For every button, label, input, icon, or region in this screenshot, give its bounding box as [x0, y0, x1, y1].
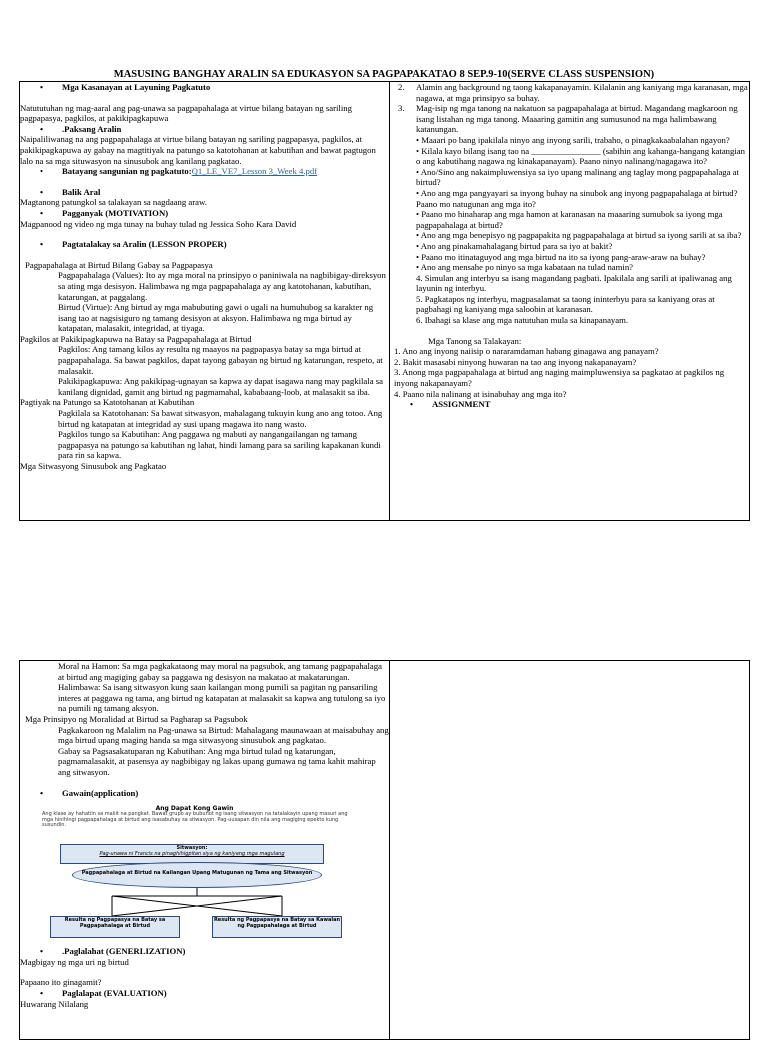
- lesson-line: Pakikipagkapuwa: Ang pakikipag-ugnayan sa kapwa ay dapat isagawa nang may pagkilala sa kanilang dignidad, gamit ang birtud ng pagmamahal, kababaang-loob, at malasakit sa iba.: [58, 376, 383, 397]
- pagganyak-text: Magpanood ng video ng mga tunay na buhay tulad ng Jessica Soho Kara David: [20, 218, 297, 229]
- kasanayan-text: Natututuhan ng mag-aaral ang pag-unawa sa pagpapahalaga at virtue bilang batayan ng sariling pagpapasya, pagkilos, at pakikipagkapuwa: [20, 102, 352, 124]
- figure-instructions: Ang klase ay hahatiin sa maliit na pangkat. Bawat grupo ay bubunot ng isang sitwasyon na tatalakayin upang masuri ang mga hinihingi pagpapahalaga at birtud ang isasabuhay sa sitwasyon. Pag-uusapan din nila ang magiging epekto kung susundin.: [42, 811, 348, 829]
- lesson-table-page-2: [19, 660, 750, 1040]
- right-column: [390, 82, 750, 521]
- lesson-line: Moral na Hamon: Sa mga pagkakataong may moral na pagsubok, ang tamang pagpapahalaga at birtud ang magiging gabay sa paggawa ng desisyon na makatao at makatarungan.: [58, 661, 382, 682]
- activity-figure: [32, 804, 357, 944]
- lesson-line: Halimbawa: Sa isang sitwasyon kung saan kailangan mong pumili sa pagitan ng pansariling interes at paggawa ng tama, ang birtud ng katapatan at malasakit sa kapwa ang tutulong sa iyo na pumili ng tamang aksyon.: [58, 682, 386, 714]
- lesson-line: Birtud (Virtue): Ang birtud ay mga mabubuting gawi o ugali na humuhubog sa karakter ng isang tao at nagsisiguro ng tamang desisyon at aksyon. Halimbawa ng mga birtud ay katapatan, malasakit, integridad, at tiyaga.: [58, 302, 374, 334]
- balik-heading: • Balik Aral: [20, 187, 389, 198]
- lesson-line: Pagpapahalaga at Birtud Bilang Gabay sa Pagpapasya: [25, 259, 213, 270]
- values-ellipse: Pagpapahalaga at Birtud na Kailangan Upang Matugunan ng Tama ang Sitwasyon: [72, 862, 322, 888]
- reference-link[interactable]: Q1_LE_VE7_Lesson 3_Week 4.pdf: [191, 166, 318, 177]
- interview-question: • Ano ang mga benepisyo ng pagpapakita ng pagpapahalaga at birtud sa iyong sarili at sa iba?: [416, 230, 742, 241]
- interview-question: • Paano mo itinataguyod ang mga birtud na ito sa iyong pang-araw-araw na buhay?: [416, 251, 706, 262]
- paglalapat-heading: • Paglalapat (EVALUATION): [20, 988, 389, 999]
- discussion-question: 4. Paano nila nalinang at isinabuhay ang mga ito?: [394, 388, 567, 399]
- kasanayan-heading: • Mga Kasanayan at Layuning Pagkatuto: [20, 82, 389, 93]
- lesson-line: Pagkakaroon ng Malalim na Pag-unawa sa Birtud: Mahalagang maunawaan at maisabuhay ang mga birtud upang maging handa sa mga sitwasyong sinusubok ang pagkatao.: [58, 724, 389, 746]
- lesson-line: Pagkilos: Ang tamang kilos ay resulta ng maayos na pagpapasya batay sa mga birtud at pagpapahalaga. Sa bawat pagkilos, dapat tayong gabayan ng birtud ng katarungan, respeto, at malasakit.: [58, 344, 383, 376]
- paksang-text: Naipaliliwanag na ang pagpapahalaga at virtue bilang batayan ng sariling pagpapasya, pagkilos, at pakikipagkapuwa ay gabay na magtitiyak na patungo sa katotohanan at kabutihan and bawat pagtugon lalo na sa mga situwasyon na sinusubok ang kanilang pagkatao.: [20, 134, 376, 166]
- assignment-heading: • ASSIGNMENT: [390, 399, 749, 410]
- interview-question: • Ano ang pinakamahalagang birtud para sa iyo at bakit?: [416, 240, 613, 251]
- right-column-2: [390, 661, 750, 1040]
- interview-question: • Maaari po bang ipakilala ninyo ang inyong sarili, trabaho, o pinagkakaabalahan ngayon?: [416, 134, 730, 145]
- lesson-line: Pagkilos at Pakikipagkapuwa na Batay sa Pagpapahalaga at Birtud: [20, 333, 252, 344]
- pagganyak-heading: • Pagganyak (MOTIVATION): [20, 208, 389, 219]
- discussion-question: 3. Anong mga pagpapahalaga at birtud ang naging maimpluwensiya sa pagkatao at pagkilos ng inyong nakapanayam?: [394, 367, 725, 389]
- left-column-2: [20, 661, 390, 1040]
- lesson-line: Mga Prinsipyo ng Moralidad at Birtud sa Pagharap sa Pagsubok: [25, 713, 248, 724]
- interview-question: • Paano mo hinaharap ang mga hamon at karanasan na maaaring sumubok sa iyong mga pagpapahalaga at birtud?: [416, 209, 723, 230]
- step-2: 2. Alamin ang background ng taong kakapanayamin. Kilalanin ang kaniyang mga karanasan, mga nagawa, at mga prinsipyo sa buhay.: [398, 82, 748, 103]
- step-5: 5. Pagkatapos ng interbyu, magpasalamat sa taong ininterbyu para sa kaniyang oras at pagbahagi ng kaniyang mga saloobin at karanasan.: [416, 293, 715, 315]
- lesson-table-page-1: [19, 81, 750, 521]
- lesson-line: Gabay sa Pagsasakatuparan ng Kabutihan: Ang mga birtud tulad ng katarungan, pagmamalasakit, at pasensya ay nagbibigay ng lakas upang gumawa ng tama kahit mahirap ang sitwasyon.: [58, 745, 376, 777]
- paglalahat-text: Papaano ito ginagamit?: [20, 977, 102, 988]
- step-4: 4. Simulan ang interbyu sa isang magandang pagbati. Ipakilala ang sarili at ipaliwanag ang layunin ng interbyu.: [416, 272, 732, 294]
- lesson-line: Pagpapahalaga (Values): Ito ay mga moral na prinsipyo o paniniwala na nagbibigay-direksyon sa ating mga desisyon. Halimbawa ng mga pagpapahalaga ay ang katotohanan, kabutihan, katarungan, at paggalang.: [58, 270, 386, 302]
- lesson-line: Pagkilala sa Katotohanan: Sa bawat sitwasyon, mahalagang tukuyin kung ano ang totoo. Ang birtud ng katapatan at integridad ay susi upang magawa ito nang wasto.: [58, 408, 383, 429]
- balik-text: Magtanong patungkol sa talakayan sa nagdaang araw.: [20, 197, 207, 208]
- discussion-question: 2. Bakit masasabi ninyong huwaran na tao ang inyong nakapanayam?: [394, 356, 637, 367]
- batayang-heading: Batayang sangunian ng pagkatuto:: [62, 166, 192, 177]
- left-column: [20, 82, 390, 521]
- paglalahat-text: Magbigay ng mga uri ng birtud: [20, 956, 129, 967]
- step-6: 6. Ibahagi sa klase ang mga natutuhan mula sa kinapanayam.: [416, 315, 629, 326]
- figure-title: Ang Dapat Kong Gawin: [155, 805, 234, 813]
- result-box-with-values: Resulta ng Pagpapasya na Batay sa Pagpapahalaga at Birtud: [50, 916, 180, 938]
- interview-question: • Kilala kayo bilang isang tao na ________________ (sabihin ang kahanga-hangang katangian o ang kabutihang nagawa ng kinakapanayam). Paano ninyo nalinang/nagagawa ito?: [416, 145, 745, 167]
- gawain-heading: • Gawain(application): [20, 788, 389, 799]
- lesson-line: Mga Sitwasyong Sinusubok ang Pagkatao: [20, 461, 167, 471]
- result-box-without-values: Resulta ng Pagpapasya na Batay sa Kawalan ng Pagpapahalaga at Birtud: [212, 916, 342, 938]
- discussion-question: 1. Ano ang inyong naiisip o nararamdaman habang ginagawa ang panayam?: [394, 346, 659, 357]
- lesson-line: Pagkilos tungo sa Kabutihan: Ang paggawa ng mabuti ay nangangailangan ng tamang pagpapasya na patungo sa kabutihan ng lahat, hindi lamang para sa sariling kapakanan kundi para rin sa kapwa.: [58, 429, 381, 461]
- interview-question: • Ano ang mensahe po ninyo sa mga kabataan na tulad namin?: [416, 262, 634, 273]
- paglalapat-text: Huwarang Nilalang: [20, 998, 89, 1009]
- paglalahat-heading: • .Paglalahat (GENERLIZATION): [20, 946, 389, 957]
- step-3: 3. Mag-isip ng mga tanong na nakatuon sa pagpapahalaga at birtud. Magandang magkaroon ng isang listahan ng mga tanong. Maaaring gamitin ang sumusunod na mga halimbawang katanungan.: [398, 103, 738, 135]
- interview-question: • Ano/Sino ang nakaimpluwensiya sa iyo upang malinang ang taglay mong pagpapahalaga at birtud?: [416, 166, 739, 188]
- batayang-line: [20, 166, 389, 177]
- pagtatalakay-heading: • Pagtatalakay sa Aralin (LESSON PROPER): [20, 239, 389, 250]
- interview-question: • Ano ang mga pangyayari sa inyong buhay na sinubok ang inyong pagpapahalaga at birtud? Paano mo natugunan ang mga ito?: [416, 187, 738, 209]
- situation-box: Sitwasyon: Pag-unawa ni Francis na pinaghihigpitan siya ng kaniyang mga magulang: [60, 844, 324, 864]
- paksang-heading: • .Paksang Aralin: [20, 124, 389, 135]
- document-title: MASUSING BANGHAY ARALIN SA EDUKASYON SA PAGPAPAKATAO 8 SEP.9-10(SERVE CLASS SUSPENSION): [113, 69, 655, 80]
- talakayan-heading: Mga Tanong sa Talakayan:: [428, 335, 522, 346]
- lesson-line: Pagtiyak na Patungo sa Katotohanan at Kabutihan: [20, 397, 195, 408]
